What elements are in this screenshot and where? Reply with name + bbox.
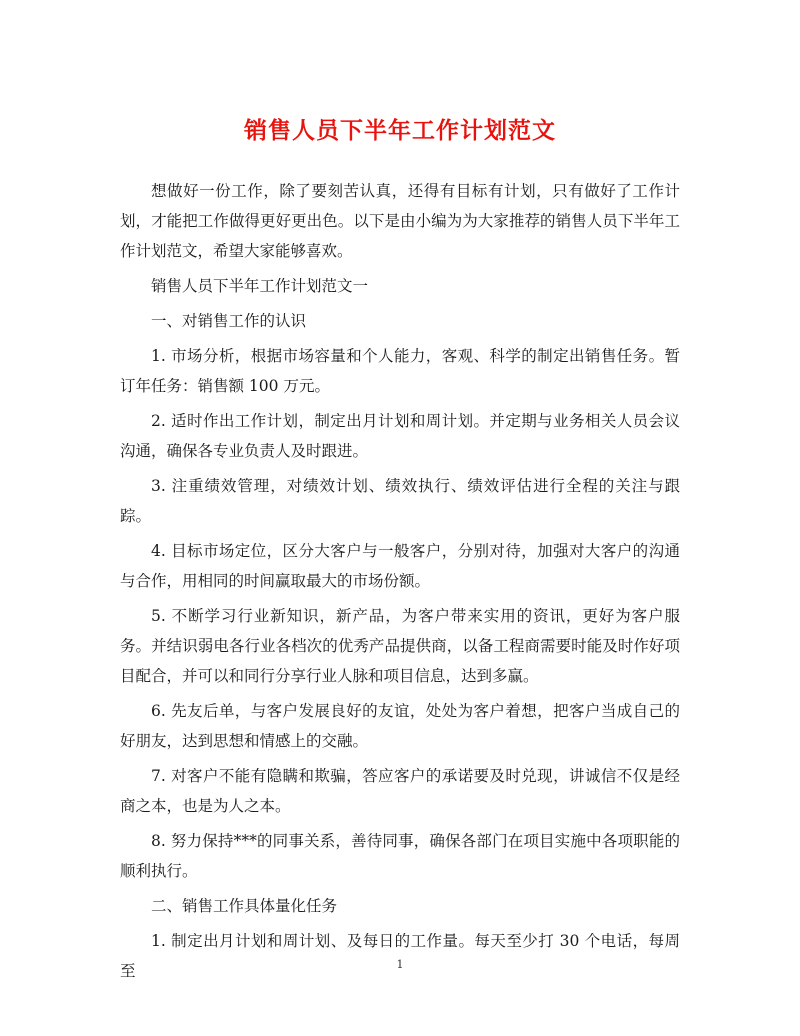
paragraph-item-3: 3. 注重绩效管理，对绩效计划、绩效执行、绩效评估进行全程的关注与跟踪。 (120, 477, 680, 525)
paragraph-item-4: 4. 目标市场定位，区分大客户与一般客户，分别对待，加强对大客户的沟通与合作，用相同的时间赢取最大的市场份额。 (120, 542, 680, 590)
document-title: 销售人员下半年工作计划范文 (244, 117, 556, 144)
paragraph-item-5: 5. 不断学习行业新知识，新产品，为客户带来实用的资讯，更好为客户服务。并结识弱电各行业各档次的优秀产品提供商，以备工程商需要时能及时作好项目配合，并可以和同行分享行业人脉和项目信息，达到多赢。 (120, 607, 680, 685)
paragraph-item-7: 7. 对客户不能有隐瞒和欺骗，答应客户的承诺要及时兑现，讲诚信不仅是经商之本，也是为人之本。 (120, 767, 680, 815)
section-heading-understanding: 一、对销售工作的认识 (151, 312, 307, 330)
section-heading-quantified-tasks: 二、销售工作具体量化任务 (151, 897, 338, 915)
page-number: 1 (396, 958, 404, 971)
paragraph-intro: 想做好一份工作，除了要刻苦认真，还得有目标有计划，只有做好了工作计划，才能把工作做得更好更出色。以下是由小编为为大家推荐的销售人员下半年工作计划范文，希望大家能够喜欢。 (120, 182, 680, 260)
paragraph-item-1: 1. 市场分析，根据市场容量和个人能力，客观、科学的制定出销售任务。暂订年任务：销售额 100 万元。 (120, 347, 680, 395)
paragraph-item-2: 2. 适时作出工作计划，制定出月计划和周计划。并定期与业务相关人员会议沟通，确保各专业负责人及时跟进。 (120, 412, 680, 460)
document-body (120, 176, 680, 991)
paragraph-item-6: 6. 先友后单，与客户发展良好的友谊，处处为客户着想，把客户当成自己的好朋友，达到思想和情感上的交融。 (120, 702, 680, 750)
paragraph-task-1: 1. 制定出月计划和周计划、及每日的工作量。每天至少打 30 个电话，每周至 (120, 932, 680, 980)
paragraph-item-8: 8. 努力保持***的同事关系，善待同事，确保各部门在项目实施中各项职能的顺利执行。 (120, 832, 680, 880)
section-heading-sample-one: 销售人员下半年工作计划范文一 (151, 277, 369, 295)
